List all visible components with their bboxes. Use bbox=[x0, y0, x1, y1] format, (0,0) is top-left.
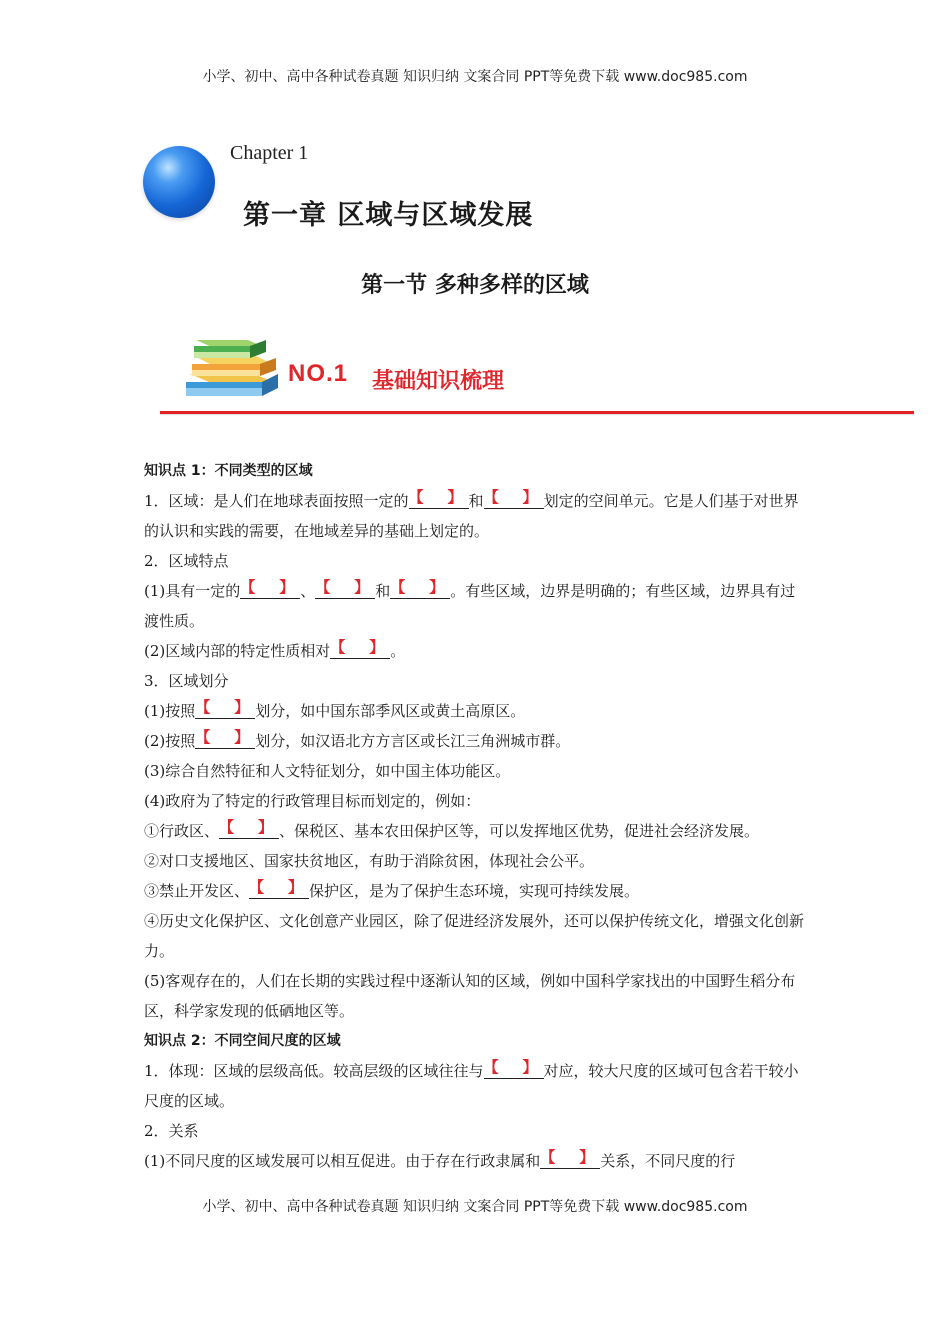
paragraph: (5)客观存在的，人们在长期的实践过程中逐渐认知的区域，例如中国科学家找出的中国野生稻分布区，科学家发现的低硒地区等。 bbox=[144, 972, 796, 1020]
text: ③禁止开发区、 bbox=[144, 882, 250, 900]
text: ①行政区、 bbox=[144, 822, 220, 840]
text: 划分，如汉语北方方言区或长江三角洲城市群。 bbox=[255, 732, 571, 750]
bracket-open: 【 bbox=[315, 578, 331, 596]
bracket-open: 【 bbox=[195, 728, 211, 746]
text: 对应，较大尺度的区域可包含若干较小尺度的区域。 bbox=[144, 1062, 799, 1110]
paragraph: (3)综合自然特征和人文特征划分，如中国主体功能区。 bbox=[144, 762, 511, 780]
text: (1)具有一定的 bbox=[144, 582, 241, 600]
bracket-open: 【 bbox=[483, 1058, 499, 1076]
divider bbox=[160, 411, 914, 414]
bracket-open: 【 bbox=[195, 698, 211, 716]
globe-icon bbox=[143, 146, 215, 218]
kp1-title: 知识点 1：不同类型的区域 bbox=[144, 463, 313, 479]
bracket-close: 】 bbox=[279, 578, 295, 596]
text: 。 bbox=[390, 642, 406, 660]
fill-blank[interactable] bbox=[390, 578, 450, 599]
kp2-title: 知识点 2：不同空间尺度的区域 bbox=[144, 1033, 341, 1049]
paragraph bbox=[144, 486, 808, 546]
fill-blank[interactable] bbox=[249, 878, 309, 899]
page-footer: 小学、初中、高中各种试卷真题 知识归纳 文案合同 PPT等免费下载 www.doc985.com bbox=[202, 1199, 748, 1215]
fill-blank[interactable] bbox=[195, 728, 255, 749]
text: 1．体现：区域的层级高低。较高层级的区域往往与 bbox=[144, 1062, 484, 1080]
text: (2)按照 bbox=[144, 732, 196, 750]
text: 划定的空间单元。它是人们基于对世界的认识和实践的需要，在地域差异的基础上划定的。 bbox=[144, 492, 799, 540]
paragraph bbox=[144, 876, 808, 906]
bracket-open: 【 bbox=[249, 878, 265, 896]
books-icon bbox=[182, 330, 280, 402]
paragraph: 3．区域划分 bbox=[144, 672, 229, 690]
fill-blank[interactable] bbox=[195, 698, 255, 719]
text: 、 bbox=[300, 582, 316, 600]
chapter-title: 第一章 区域与区域发展 bbox=[243, 200, 534, 231]
bracket-close: 】 bbox=[234, 728, 250, 746]
paragraph bbox=[144, 1056, 808, 1116]
chapter-label-en: Chapter 1 bbox=[230, 142, 309, 164]
paragraph bbox=[144, 636, 808, 666]
bracket-close: 】 bbox=[369, 638, 385, 656]
fill-blank[interactable] bbox=[240, 578, 300, 599]
fill-blank[interactable] bbox=[484, 488, 544, 509]
bracket-close: 】 bbox=[579, 1148, 595, 1166]
text: (1)不同尺度的区域发展可以相互促进。由于存在行政隶属和 bbox=[144, 1152, 541, 1170]
bracket-open: 【 bbox=[240, 578, 256, 596]
bracket-close: 】 bbox=[288, 878, 304, 896]
paragraph bbox=[144, 816, 808, 846]
text: 。有些区域，边界是明确的；有些区域，边界具有过渡性质。 bbox=[144, 582, 796, 630]
bracket-open: 【 bbox=[390, 578, 406, 596]
bracket-open: 【 bbox=[483, 488, 499, 506]
text: 和 bbox=[375, 582, 391, 600]
page-header: 小学、初中、高中各种试卷真题 知识归纳 文案合同 PPT等免费下载 www.doc985.com bbox=[202, 69, 748, 85]
text: 划分，如中国东部季风区或黄土高原区。 bbox=[255, 702, 526, 720]
banner-number: NO.1 bbox=[288, 360, 349, 387]
section-title: 第一节 多种多样的区域 bbox=[361, 273, 589, 298]
bracket-close: 】 bbox=[522, 488, 538, 506]
fill-blank[interactable] bbox=[315, 578, 375, 599]
text: (1)按照 bbox=[144, 702, 196, 720]
text: 1．区域：是人们在地球表面按照一定的 bbox=[144, 492, 409, 510]
paragraph: ②对口支援地区、国家扶贫地区，有助于消除贫困，体现社会公平。 bbox=[144, 852, 595, 870]
paragraph: 2．区域特点 bbox=[144, 552, 229, 570]
fill-blank[interactable] bbox=[484, 1058, 544, 1079]
bracket-close: 】 bbox=[258, 818, 274, 836]
bracket-open: 【 bbox=[219, 818, 235, 836]
fill-blank[interactable] bbox=[409, 488, 469, 509]
fill-blank[interactable] bbox=[219, 818, 279, 839]
text: 和 bbox=[468, 492, 484, 510]
fill-blank[interactable] bbox=[540, 1148, 600, 1169]
paragraph: 2．关系 bbox=[144, 1122, 199, 1140]
paragraph bbox=[144, 726, 808, 756]
text: (2)区域内部的特定性质相对 bbox=[144, 642, 331, 660]
bracket-close: 】 bbox=[522, 1058, 538, 1076]
bracket-close: 】 bbox=[234, 698, 250, 716]
bracket-open: 【 bbox=[408, 488, 424, 506]
paragraph bbox=[144, 576, 808, 636]
fill-blank[interactable] bbox=[330, 638, 390, 659]
paragraph: (4)政府为了特定的行政管理目标而划定的，例如： bbox=[144, 792, 481, 810]
content bbox=[144, 456, 808, 1176]
paragraph: ④历史文化保护区、文化创意产业园区，除了促进经济发展外，还可以保护传统文化，增强文化创新力。 bbox=[144, 912, 805, 960]
bracket-open: 【 bbox=[330, 638, 346, 656]
bracket-close: 】 bbox=[354, 578, 370, 596]
text: 、保税区、基本农田保护区等，可以发挥地区优势，促进社会经济发展。 bbox=[279, 822, 760, 840]
text: 关系，不同尺度的行 bbox=[600, 1152, 736, 1170]
banner-title: 基础知识梳理 bbox=[372, 369, 505, 394]
text: 保护区，是为了保护生态环境，实现可持续发展。 bbox=[309, 882, 640, 900]
bracket-open: 【 bbox=[540, 1148, 556, 1166]
bracket-close: 】 bbox=[447, 488, 463, 506]
paragraph bbox=[144, 1146, 808, 1176]
bracket-close: 】 bbox=[429, 578, 445, 596]
